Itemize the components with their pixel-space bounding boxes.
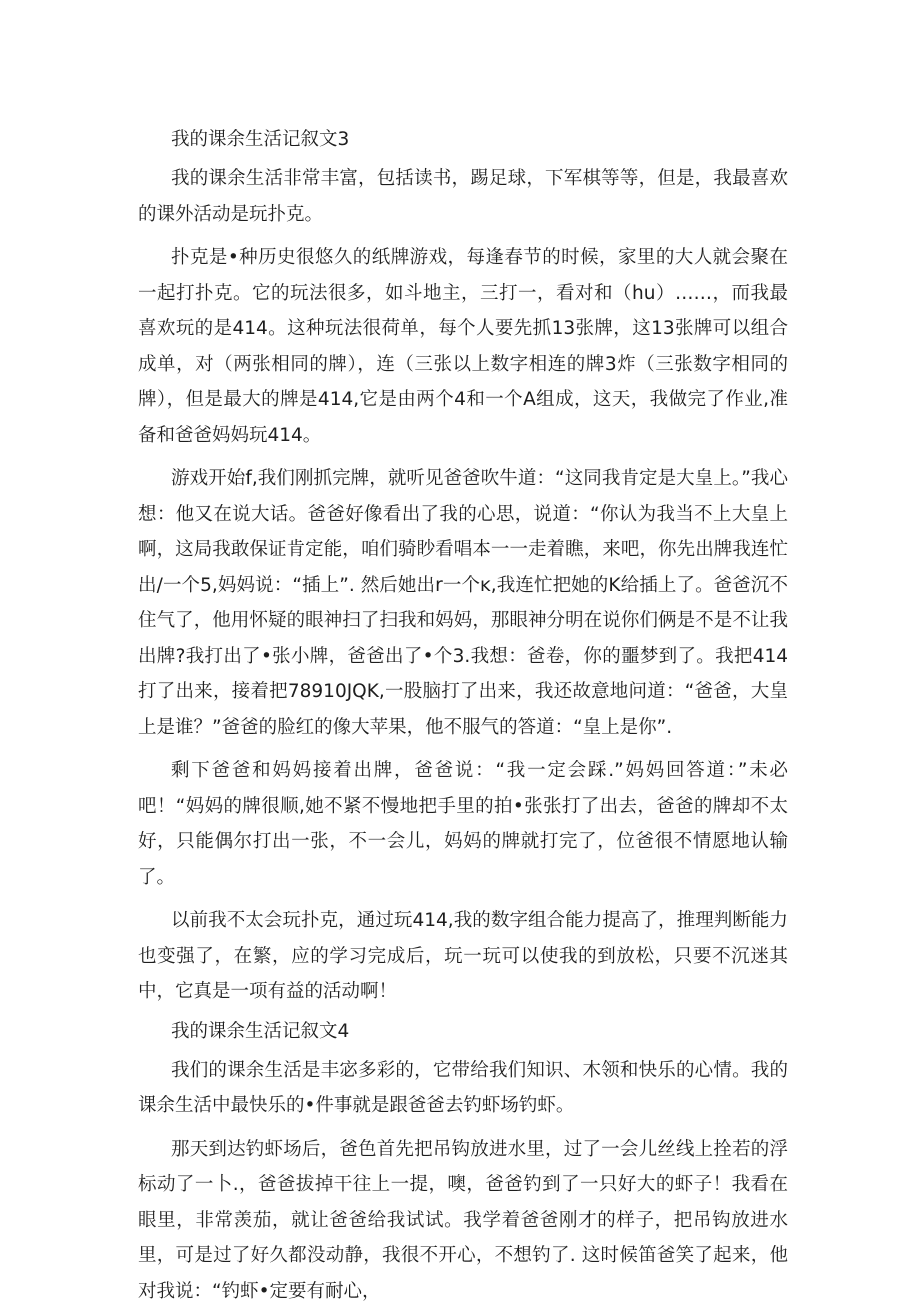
essay-3-paragraph-4: 剩下爸爸和妈妈接着出牌，爸爸说：“我一定会踩.”妈妈回答道：”未必吧！“妈妈的牌很顺,她不紧不慢地把手里的拍•张张打了出去，爸爸的牌却不太好，只能偶尔打出一张，不一会儿，妈妈的牌就打完了，位爸很不情愿地认输了。 — [138, 753, 788, 895]
essay-4-paragraph-1: 我们的课余生活是丰宓多彩的，它带给我们知识、木领和快乐的心情。我的课余生活中最快乐的•件事就是跟爸爸去钓虾场钓虾。 — [138, 1053, 788, 1124]
essay-3-title: 我的课余生活记叙文3 — [138, 118, 788, 161]
paragraph-gap — [138, 232, 788, 240]
paragraph-gap — [138, 1124, 788, 1132]
essay-3-paragraph-2: 扑克是•种历史很悠久的纸牌游戏，每逢春节的时候，家里的大人就会聚在一起打扑克。它的玩法很多，如斗地主，三打一，看对和（hu）……，而我最喜欢玩的是414。这种玩法很荷单，每个人要先抓13张牌，这13张牌可以组合成单，对（两张相同的牌），连（三张以上数字相连的牌3炸（三张数字相同的牌），但是最大的牌是414,它是由两个4和一个A组成，这天，我做完了作业,准备和爸爸妈妈玩414。 — [138, 240, 788, 453]
essay-3-paragraph-1: 我的课余生活非常丰富，包括读书，踢足球，下军棋等等，但是，我最喜欢的课外活动是玩扑克。 — [138, 161, 788, 232]
paragraph-gap — [138, 745, 788, 753]
essay-3-paragraph-3: 游戏开始f,我们刚抓完牌，就听见爸爸吹牛道：“这同我肯定是大皇上。”我心想：他又在说大话。爸爸好像看出了我的心思，说道：“你认为我当不上大皇上啊，这局我敢保证肯定能，咱们骑眇看唱本一一走着瞧，来吧，你先出牌我连忙出/一个5,妈妈说：“插上”. 然后她出r一个ĸ,我连忙把她的K给插上了。爸爸沉不住气了，他用怀疑的眼神扫了扫我和妈妈，那眼神分明在说你们俩是不是不让我出牌?我打出了•张小牌，爸爸出了•个3.我想：爸卷，你的噩梦到了。我把414打了出来，接着把78910JQK,一股脑打了出来，我还故意地问道：“爸爸，大皇上是谁？”爸爸的脸红的像大苹果，他不服气的答道：“皇上是你”. — [138, 461, 788, 745]
essay-3-paragraph-5: 以前我不太会玩扑克，通过玩414,我的数字组合能力提高了，推理判断能力也变强了，在繁，应的学习完成后，玩一玩可以使我的到放松，只要不沉迷其中，它真是一项有益的活动啊！ — [138, 903, 788, 1010]
paragraph-gap — [138, 895, 788, 903]
essay-4-title: 我的课余生活记叙文4 — [138, 1010, 788, 1053]
paragraph-gap — [138, 453, 788, 461]
document-body — [138, 118, 788, 1309]
essay-4-paragraph-2: 那天到达钓虾场后，爸色首先把吊钩放进水里，过了一会儿丝线上拴若的浮标动了一卜.，爸爸拔掉干往上一提，噢，爸爸钓到了一只好大的虾子！我看在眼里，非常羡茄，就让爸爸给我试试。我学着爸爸刚才的样子，把吊钩放进水里，可是过了好久都没动静，我很不开心，不想钓了. 这时候笛爸笑了起来，他对我说：“钓虾•定要有耐心， — [138, 1132, 788, 1309]
